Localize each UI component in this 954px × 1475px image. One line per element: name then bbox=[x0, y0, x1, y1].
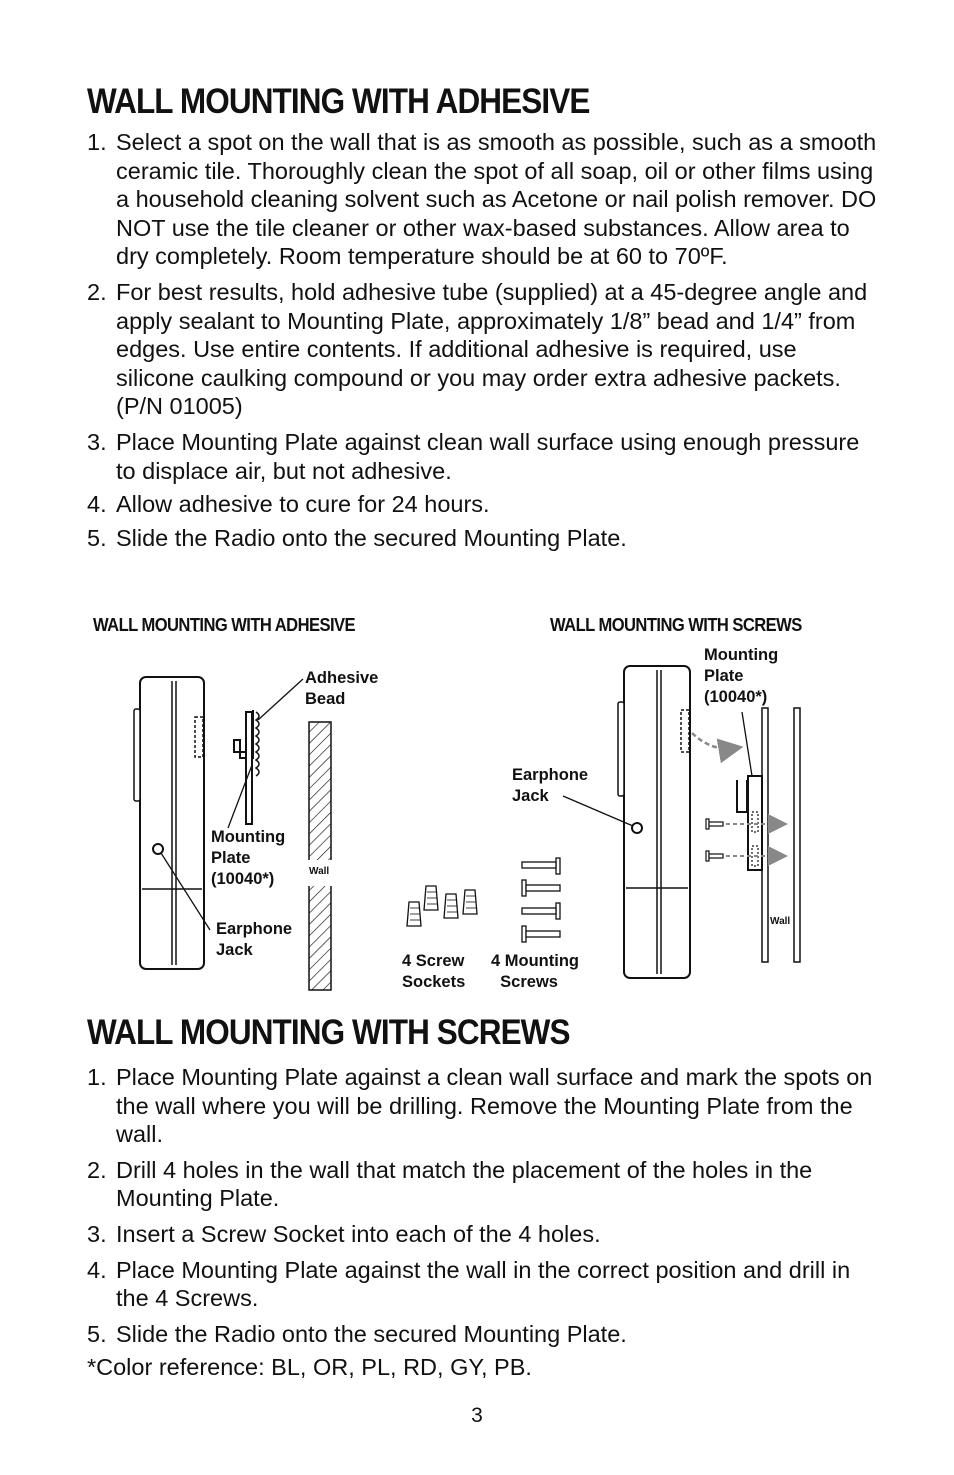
radio-side-view-left bbox=[134, 677, 204, 969]
step-number: 1. bbox=[87, 1064, 107, 1090]
figure-title-adhesive: WALL MOUNTING WITH ADHESIVE bbox=[93, 615, 356, 635]
color-reference-note: *Color reference: BL, OR, PL, RD, GY, PB. bbox=[87, 1354, 532, 1380]
step-number: 2. bbox=[87, 1156, 107, 1183]
step-text: Slide the Radio onto the secured Mounting Plate. bbox=[116, 524, 627, 551]
step-text: For best results, hold adhesive tube (supplied) at a 45-degree angle and apply sealant to Mounting Plate, approximately 1/8” bead and 1/4” from edges. Use entire contents. If additional adhesive is required, use silicone caulking compound or you may order extra adhesive packets. (P/N 01005) bbox=[116, 278, 868, 420]
step-number: 1. bbox=[87, 129, 107, 155]
screws-step bbox=[87, 1063, 877, 1149]
screw-sockets bbox=[407, 886, 477, 926]
radio-side-view-right bbox=[618, 666, 690, 978]
screws-steps bbox=[87, 1063, 877, 1348]
page-number: 3 bbox=[471, 1404, 483, 1427]
step-text: Drill 4 holes in the wall that match the placement of the holes in the Mounting Plate. bbox=[116, 1156, 813, 1212]
label-mounting-screws: 4 Mounting Screws bbox=[491, 952, 579, 991]
step-text: Insert a Screw Socket into each of the 4 holes. bbox=[116, 1220, 601, 1247]
screws-heading: WALL MOUNTING WITH SCREWS bbox=[87, 1013, 570, 1052]
step-number: 2. bbox=[87, 278, 107, 305]
curved-slide-arrow bbox=[692, 733, 736, 749]
step-number: 3. bbox=[87, 1220, 107, 1247]
wall-hatched-left bbox=[306, 722, 334, 990]
screws-step bbox=[87, 1256, 877, 1313]
step-text: Allow adhesive to cure for 24 hours. bbox=[116, 491, 490, 518]
step-text: Place Mounting Plate against clean wall surface using enough pressure to displace air, but not adhesive. bbox=[116, 428, 860, 484]
screws-step bbox=[87, 1156, 877, 1213]
label-mounting-plate-right: Mounting Plate (10040*) bbox=[704, 646, 779, 706]
adhesive-heading: WALL MOUNTING WITH ADHESIVE bbox=[87, 82, 590, 121]
step-text: Select a spot on the wall that is as smooth as possible, such as a smooth ceramic tile. Thoroughly clean the spot of all soap, oil or other films using a household cleaning solvent such as Acetone or nail polish remover. DO NOT use the tile cleaner or other wax-based substances. Allow area to dry completely. Room temperature should be at 60 to 70ºF. bbox=[116, 129, 877, 270]
label-earphone-jack-right: Earphone Jack bbox=[512, 766, 589, 805]
step-text: Place Mounting Plate against the wall in the correct position and drill in the 4 Screws. bbox=[116, 1256, 851, 1312]
label-earphone-jack-left: Earphone Jack bbox=[216, 920, 293, 959]
step-text: Place Mounting Plate against a clean wall surface and mark the spots on the wall where you will be drilling. Remove the Mounting Plate from the wall. bbox=[116, 1064, 873, 1148]
screws-step bbox=[87, 1320, 877, 1349]
label-screw-sockets: 4 Screw Sockets bbox=[402, 952, 466, 991]
figure-title-screws: WALL MOUNTING WITH SCREWS bbox=[550, 615, 802, 635]
mounting-plate-adhesive bbox=[234, 710, 259, 824]
screws-step bbox=[87, 1220, 877, 1249]
label-mounting-plate-left: Mounting Plate (10040*) bbox=[211, 828, 286, 888]
step-number: 5. bbox=[87, 1320, 107, 1347]
step-number: 4. bbox=[87, 1256, 107, 1283]
label-wall-right: Wall bbox=[770, 916, 791, 927]
wall-screws-right bbox=[706, 819, 723, 861]
label-wall-left: Wall bbox=[309, 866, 330, 877]
mounting-screws bbox=[522, 858, 560, 942]
step-text: Slide the Radio onto the secured Mounting Plate. bbox=[116, 1320, 627, 1347]
label-adhesive-bead: Adhesive Bead bbox=[305, 669, 379, 708]
step-number: 5. bbox=[87, 524, 107, 551]
step-number: 3. bbox=[87, 428, 107, 455]
step-number: 4. bbox=[87, 491, 107, 518]
